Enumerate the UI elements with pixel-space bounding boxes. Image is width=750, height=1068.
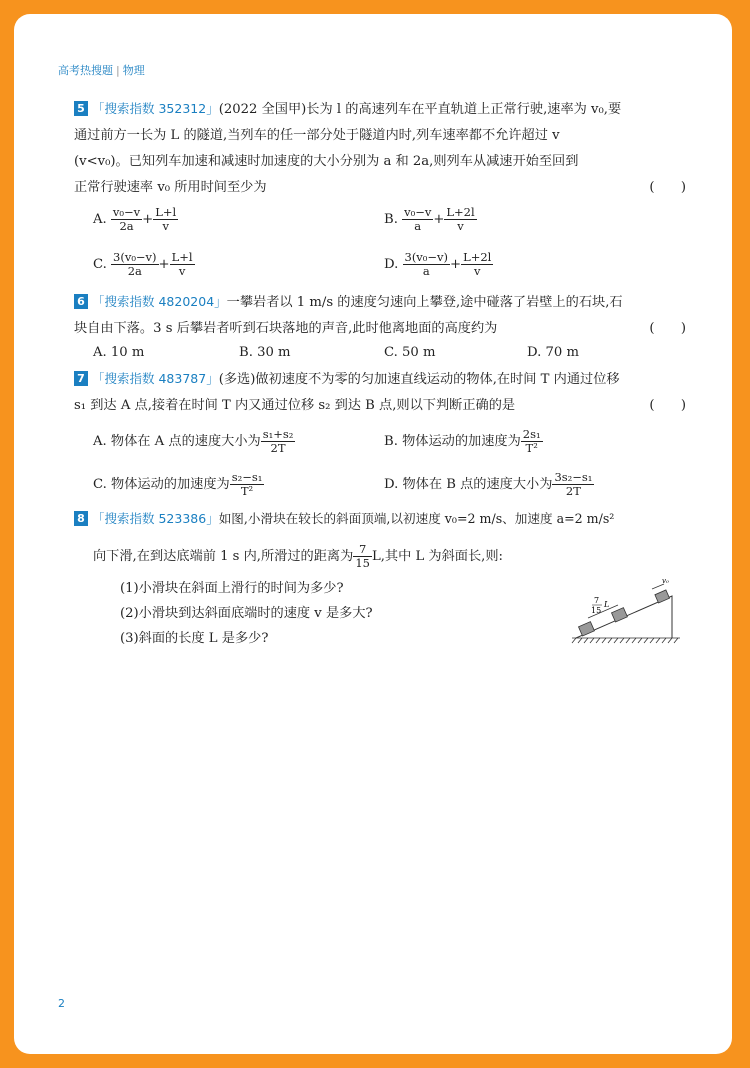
incline-figure — [568, 574, 688, 650]
fraction — [261, 428, 296, 455]
fraction — [111, 206, 142, 233]
denominator: T² — [525, 441, 538, 455]
option-label: C. — [93, 257, 107, 272]
numerator: s₂−s₁ — [231, 470, 263, 484]
question-5 — [74, 96, 686, 201]
q7-option-d — [384, 471, 594, 498]
ground-hatching — [572, 638, 680, 643]
denominator: a — [414, 219, 422, 233]
page-number: 2 — [58, 997, 65, 1010]
plus-sign: + — [158, 257, 170, 272]
question-number: 6 — [74, 294, 88, 309]
running-header — [58, 62, 145, 78]
fraction — [153, 206, 178, 233]
q5-line-4 — [74, 175, 686, 201]
denominator: 2a — [127, 264, 142, 278]
q7-option-a — [93, 428, 295, 455]
option-label: A. — [93, 212, 107, 227]
q8-subquestion-3: (3)斜面的长度 L 是多少? — [120, 631, 269, 646]
option-label: D. — [384, 257, 399, 272]
question-8 — [74, 506, 704, 533]
block-middle — [612, 608, 628, 622]
fraction — [403, 251, 451, 278]
q6-option-d: D. 70 m — [527, 345, 579, 360]
fraction — [521, 428, 543, 455]
fig-frac-denominator: 15 — [591, 606, 602, 615]
q7-option-c — [93, 471, 264, 498]
numerator: v₀−v — [404, 205, 432, 219]
q7-option-b — [384, 428, 543, 455]
question-6 — [74, 289, 686, 342]
q7-text: (多选)做初速度不为零的匀加速直线运动的物体,在时间 T 内通过位移 — [218, 372, 620, 387]
fraction — [402, 206, 433, 233]
question-number: 5 — [74, 101, 88, 116]
q7-line-2 — [74, 393, 686, 419]
denominator: v — [473, 264, 481, 278]
q8-line-2 — [93, 543, 503, 570]
q8-subquestion-2: (2)小滑块到达斜面底端时的速度 v 是多大? — [120, 606, 373, 621]
plus-sign: + — [142, 212, 154, 227]
answer-blank: ( ) — [649, 321, 686, 336]
block-top — [655, 590, 670, 603]
denominator: a — [422, 264, 430, 278]
search-index-tag: 「搜索指数 523386」 — [92, 511, 219, 526]
q8-text-2b: L,其中 L 为斜面长,则: — [371, 549, 503, 564]
numerator: L+l — [171, 250, 193, 264]
q8-line-1 — [74, 506, 704, 533]
numerator: s₁+s₂ — [262, 427, 294, 441]
plus-sign: + — [450, 257, 462, 272]
question-number: 7 — [74, 371, 88, 386]
numerator: L+l — [155, 205, 177, 219]
q5-text: (2022 全国甲)长为 l 的高速列车在平直轨道上正常行驶,速率为 v₀,要 — [218, 102, 622, 117]
q6-option-b: B. 30 m — [239, 345, 291, 360]
q6-line-2 — [74, 316, 686, 342]
q8-text-2a: 向下滑,在到达底端前 1 s 内,所滑过的距离为 — [93, 549, 354, 564]
q6-line-1 — [74, 289, 686, 316]
denominator: v — [457, 219, 464, 233]
q7-text-2: s₁ 到达 A 点,接着在时间 T 内又通过位移 s₂ 到达 B 点,则以下判断正确的是 — [74, 398, 516, 413]
q5-option-c — [93, 251, 195, 278]
numerator: 3(v₀−v) — [404, 250, 449, 264]
fig-frac-numerator: 7 — [594, 596, 600, 605]
denominator: v — [162, 219, 169, 233]
question-number: 8 — [74, 511, 88, 526]
denominator: T² — [240, 484, 254, 498]
option-label: B. — [384, 212, 398, 227]
q5-option-b — [384, 206, 477, 233]
denominator: 2T — [270, 441, 286, 455]
search-index-tag: 「搜索指数 4820204」 — [92, 294, 227, 309]
numerator: 2s₁ — [522, 427, 541, 441]
plus-sign: + — [433, 212, 445, 227]
denominator: v — [178, 264, 186, 278]
search-index-tag: 「搜索指数 352312」 — [92, 101, 219, 116]
answer-blank: ( ) — [649, 180, 686, 195]
q5-option-a — [93, 206, 178, 233]
q6-option-c: C. 50 m — [384, 345, 436, 360]
fraction — [230, 471, 265, 498]
block-bottom — [579, 622, 595, 636]
q5-line-2: 通过前方一长为 L 的隧道,当列车的任一部分处于隧道内时,列车速率都不允许超过 v — [74, 128, 560, 143]
answer-blank: ( ) — [649, 398, 686, 413]
numerator: L+2l — [463, 250, 492, 264]
denominator: 2a — [119, 219, 134, 233]
numerator: 3(v₀−v) — [113, 250, 157, 264]
header-subject: 物理 — [122, 64, 145, 77]
q5-text-4: 正常行驶速率 v₀ 所用时间至少为 — [74, 180, 267, 195]
denominator: 2T — [565, 484, 581, 498]
option-text: C. 物体运动的加速度为 — [93, 477, 230, 492]
fraction — [461, 251, 493, 278]
v0-label: v₀ — [662, 577, 669, 585]
q8-subquestion-1: (1)小滑块在斜面上滑行的时间为多少? — [120, 581, 344, 596]
q6-option-a: A. 10 m — [93, 345, 145, 360]
fig-L-label: L — [604, 600, 610, 609]
fraction — [111, 251, 159, 278]
q5-line-1 — [74, 96, 686, 123]
numerator: L+2l — [446, 205, 475, 219]
numerator: v₀−v — [112, 205, 141, 219]
q8-text: 如图,小滑块在较长的斜面顶端,以初速度 v₀=2 m/s、加速度 a=2 m/s² — [218, 511, 615, 526]
fraction — [353, 543, 372, 570]
option-text: B. 物体运动的加速度为 — [384, 434, 521, 449]
option-text: A. 物体在 A 点的速度大小为 — [93, 434, 261, 449]
question-7 — [74, 366, 686, 419]
header-series: 高考热搜题 — [58, 64, 113, 77]
q6-text: 一攀岩者以 1 m/s 的速度匀速向上攀登,途中碰落了岩壁上的石块,石 — [226, 295, 623, 310]
q5-line-3: (v<v₀)。已知列车加速和减速时加速度的大小分别为 a 和 2a,则列车从减速开始至回到 — [74, 154, 579, 169]
q5-option-d — [384, 251, 493, 278]
fraction — [552, 471, 594, 498]
q7-line-1 — [74, 366, 686, 393]
fraction — [444, 206, 476, 233]
search-index-tag: 「搜索指数 483787」 — [92, 371, 219, 386]
denominator: 15 — [355, 556, 370, 570]
numerator: 3s₂−s₁ — [554, 470, 593, 484]
header-separator: | — [116, 64, 120, 77]
option-text: D. 物体在 B 点的速度大小为 — [384, 477, 553, 492]
numerator: 7 — [353, 543, 372, 557]
q6-text-2: 块自由下落。3 s 后攀岩者听到石块落地的声音,此时他离地面的高度约为 — [74, 321, 498, 336]
fraction — [170, 251, 195, 278]
